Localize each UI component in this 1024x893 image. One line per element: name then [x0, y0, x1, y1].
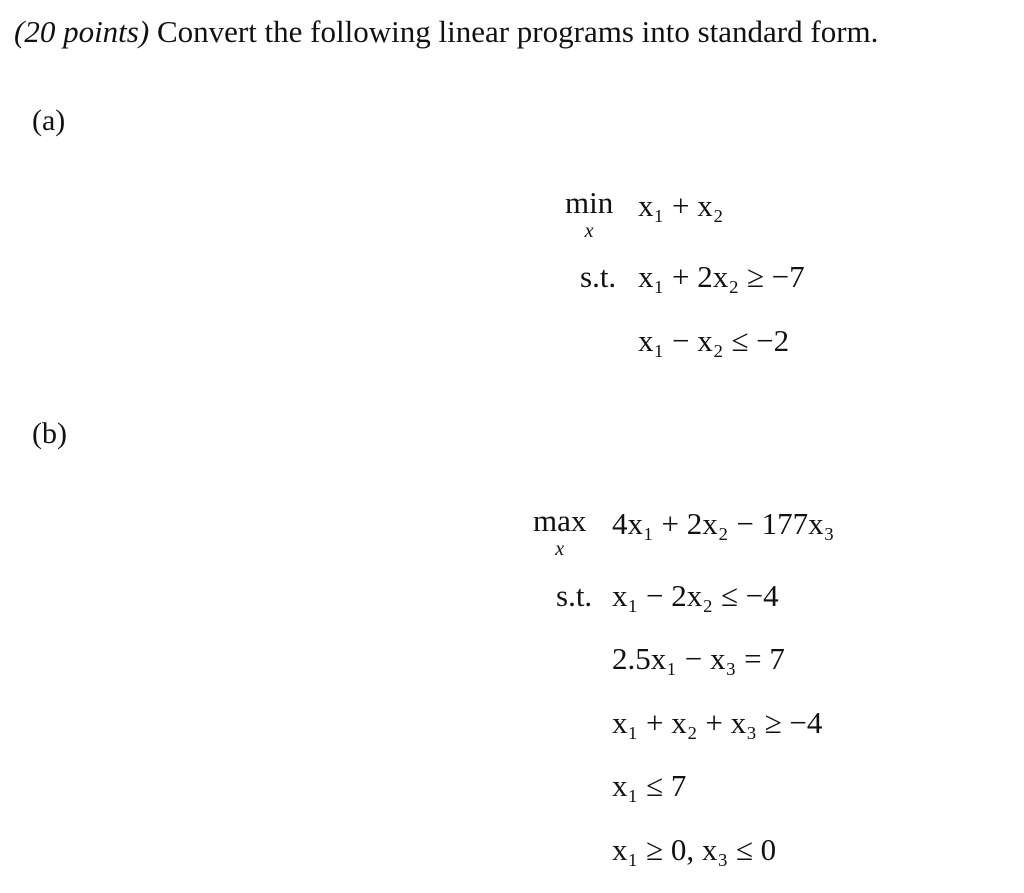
instruction-text: Convert the following linear programs into standard form. — [156, 14, 879, 49]
part-b-constraint-1: x₁ − 2x₂ ≤ −4 — [612, 578, 779, 613]
part-a-objective-operator — [565, 185, 613, 241]
part-b-constraint-4: x₁ ≤ 7 — [612, 768, 687, 803]
part-a-label: (a) — [32, 104, 66, 137]
part-b-constraint-2: 2.5x₁ − x₃ = 7 — [612, 641, 785, 676]
part-b-constraint-3: x₁ + x₂ + x₃ ≥ −4 — [612, 705, 823, 740]
problem-heading — [14, 14, 878, 50]
part-b-st-label: s.t. — [556, 578, 593, 613]
part-a-min-keyword: min — [565, 185, 614, 220]
part-a-decision-variable: x — [584, 220, 594, 242]
part-b-objective-operator — [533, 503, 586, 559]
part-a-constraint-1: x₁ + 2x₂ ≥ −7 — [638, 259, 805, 294]
part-a-st-label: s.t. — [580, 259, 617, 294]
part-b-constraint-5: x₁ ≥ 0, x₃ ≤ 0 — [612, 832, 777, 867]
part-b-label: (b) — [32, 417, 67, 450]
part-b-objective: 4x₁ + 2x₂ − 177x₃ — [612, 506, 835, 541]
points-label: (20 points) — [14, 14, 150, 49]
part-a-constraint-2: x₁ − x₂ ≤ −2 — [638, 323, 790, 358]
part-a-objective: x₁ + x₂ — [638, 188, 724, 223]
part-b-max-keyword: max — [533, 503, 587, 538]
part-b-decision-variable: x — [555, 538, 565, 560]
